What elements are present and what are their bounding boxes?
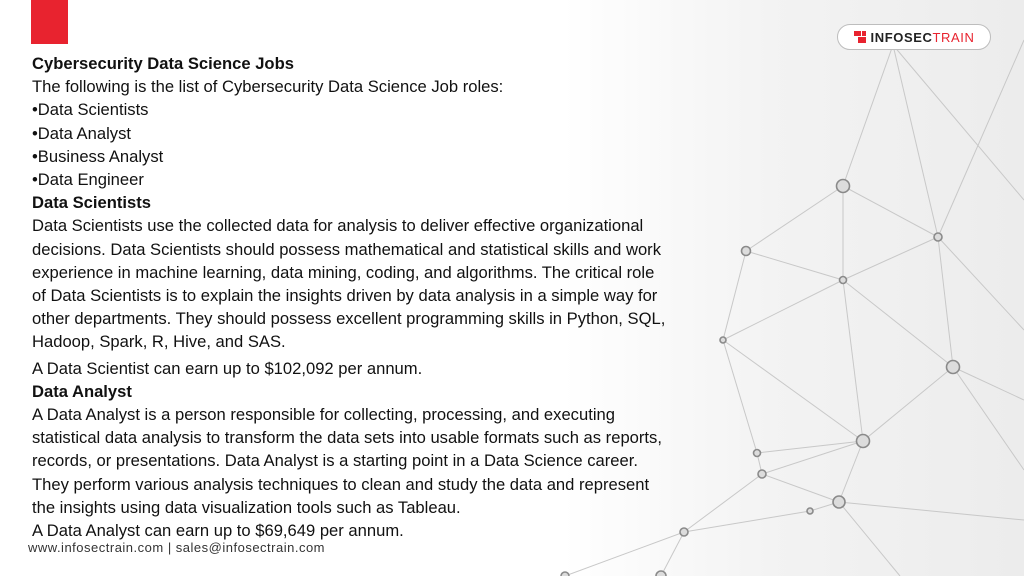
logo-text-infosec: INFOSEC xyxy=(870,29,933,45)
data-scientists-line: decisions. Data Scientists should possess mathematical and statistical skills and work xyxy=(32,239,661,259)
slide-content xyxy=(32,52,722,542)
data-analyst-line: records, or presentations. Data Analyst is a starting point in a Data Science career. xyxy=(32,451,638,471)
data-analyst-line: A Data Analyst is a person responsible for collecting, processing, and executing xyxy=(32,405,615,425)
infosectrain-logo xyxy=(837,24,991,50)
data-scientist-salary: A Data Scientist can earn up to $102,092 per annum. xyxy=(32,358,423,378)
logo-mark-icon xyxy=(854,31,866,43)
logo-text xyxy=(871,30,975,45)
role-item-business-analyst: •Business Analyst xyxy=(32,146,164,166)
logo-text-train: TRAIN xyxy=(932,29,975,45)
data-scientists-line: Data Scientists use the collected data for analysis to deliver effective organizational xyxy=(32,216,644,236)
footer-contact: www.infosectrain.com | sales@infosectrain.com xyxy=(28,540,326,555)
role-item-data-analyst: •Data Analyst xyxy=(32,123,131,143)
data-scientists-line: experience in machine learning, data mining, coding, and algorithms. The critical role xyxy=(32,262,655,282)
data-analyst-line: statistical data analysis to transform the data sets into usable formats such as reports, xyxy=(32,428,662,448)
data-scientists-line: other departments. They should possess excellent programming skills in Python, SQL, xyxy=(32,309,666,329)
data-analyst-salary: A Data Analyst can earn up to $69,649 per annum. xyxy=(32,521,404,541)
role-item-data-engineer: •Data Engineer xyxy=(32,170,144,190)
role-item-data-scientists: •Data Scientists xyxy=(32,100,149,120)
data-scientists-heading: Data Scientists xyxy=(32,193,151,213)
data-scientists-line: of Data Scientists is to explain the insights driven by data analysis in a simple way for xyxy=(32,286,658,306)
page-title: Cybersecurity Data Science Jobs xyxy=(32,54,294,73)
intro-text: The following is the list of Cybersecurity Data Science Job roles: xyxy=(32,77,504,97)
data-analyst-line: They perform various analysis techniques to clean and study the data and represent xyxy=(32,474,650,494)
data-analyst-heading: Data Analyst xyxy=(32,381,132,401)
data-analyst-line: the insights using data visualization tools such as Tableau. xyxy=(32,497,461,517)
data-scientists-line: Hadoop, Spark, R, Hive, and SAS. xyxy=(32,332,286,352)
